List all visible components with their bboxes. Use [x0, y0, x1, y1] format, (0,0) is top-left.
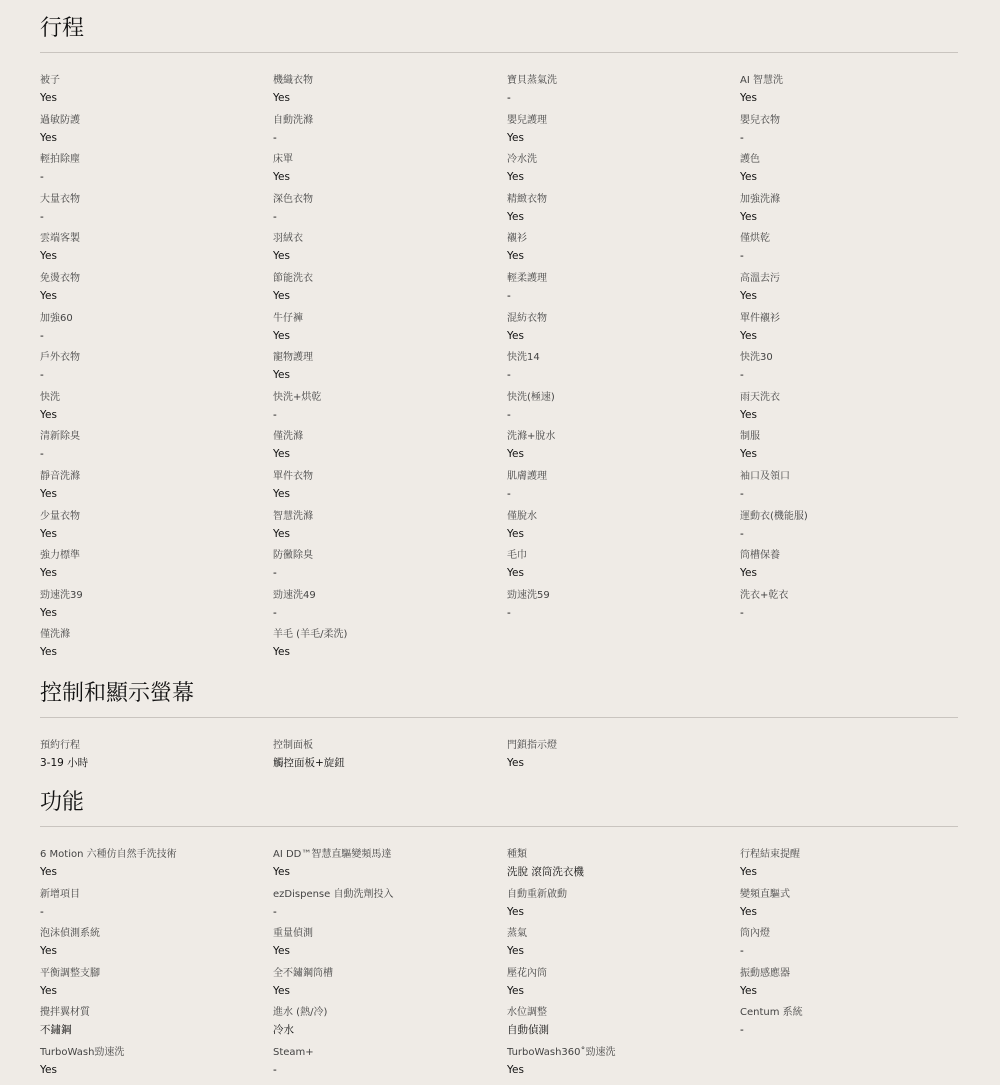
spec-item — [273, 1045, 507, 1085]
spec-value: - — [740, 527, 744, 540]
spec-item — [273, 350, 507, 390]
spec-value: Yes — [40, 1063, 57, 1076]
spec-value: - — [273, 567, 277, 580]
spec-row — [40, 509, 958, 549]
spec-value: Yes — [273, 92, 290, 104]
spec-label: 僅脫水 — [507, 510, 537, 522]
spec-value: Yes — [507, 1063, 524, 1076]
spec-value: Yes — [507, 945, 524, 958]
section-divider — [40, 826, 958, 827]
spec-item — [273, 588, 507, 628]
spec-value: - — [273, 210, 277, 223]
spec-label: 護色 — [740, 154, 760, 166]
spec-value: Yes — [740, 567, 757, 580]
spec-item — [40, 469, 273, 509]
spec-label: TurboWash360˚勁速洗 — [507, 1046, 616, 1058]
spec-value: Yes — [740, 329, 757, 342]
spec-value: Yes — [740, 289, 757, 302]
spec-item — [507, 311, 740, 351]
spec-value: Yes — [273, 527, 290, 540]
spec-label: 大量衣物 — [40, 193, 80, 205]
spec-label: AI DD™智慧直驅變頻馬達 — [273, 849, 392, 860]
spec-value: Yes — [273, 866, 290, 878]
spec-section — [40, 14, 958, 667]
spec-label: 重量偵測 — [273, 928, 313, 940]
spec-item — [40, 926, 273, 966]
spec-row — [40, 231, 958, 271]
spec-label: 平衡調整支腳 — [40, 967, 100, 979]
spec-value: - — [740, 369, 744, 382]
spec-value: Yes — [40, 646, 57, 659]
section-divider — [40, 52, 958, 53]
spec-label: 防黴除臭 — [273, 550, 313, 562]
spec-item — [40, 73, 273, 113]
spec-value: Yes — [273, 984, 290, 997]
spec-row — [40, 926, 958, 966]
spec-value: Yes — [40, 408, 57, 421]
spec-value: Yes — [740, 866, 757, 878]
section-title: 行程 — [40, 16, 85, 41]
spec-item — [740, 113, 973, 153]
spec-label: 雲端客製 — [40, 233, 80, 245]
spec-item — [740, 271, 973, 311]
spec-value: Yes — [273, 646, 290, 659]
spec-item — [740, 192, 973, 232]
spec-label: 牛仔褲 — [273, 312, 303, 324]
spec-value: Yes — [273, 448, 290, 461]
spec-value: - — [507, 487, 511, 500]
spec-item — [40, 271, 273, 311]
spec-value: Yes — [40, 527, 57, 540]
spec-label: 自動重新啟動 — [507, 888, 567, 900]
spec-item — [507, 966, 740, 1006]
spec-label: 肌膚護理 — [507, 470, 547, 482]
spec-item — [507, 113, 740, 153]
spec-item — [507, 1005, 740, 1045]
spec-value: 洗脫 滾筒洗衣機 — [507, 866, 584, 878]
spec-item — [40, 152, 273, 192]
spec-label: 節能洗衣 — [273, 272, 313, 284]
spec-label: 深色衣物 — [273, 193, 313, 205]
spec-label: 智慧洗滌 — [273, 510, 313, 522]
spec-item — [40, 390, 273, 430]
spec-item — [507, 390, 740, 430]
spec-item — [273, 73, 507, 113]
spec-value: 觸控面板+旋鈕 — [273, 757, 345, 769]
spec-item — [507, 271, 740, 311]
spec-item — [40, 627, 273, 667]
spec-label: 水位調整 — [507, 1007, 547, 1019]
spec-label: 嬰兒護理 — [507, 114, 547, 126]
spec-item — [40, 847, 273, 887]
spec-value: - — [507, 289, 511, 302]
spec-item — [273, 271, 507, 311]
spec-value: Yes — [507, 448, 524, 461]
spec-value: Yes — [507, 905, 524, 918]
spec-grid — [40, 847, 958, 1085]
spec-item — [273, 231, 507, 271]
spec-label: 少量衣物 — [40, 510, 80, 522]
spec-label: 僅烘乾 — [740, 233, 770, 245]
spec-item — [740, 847, 973, 887]
spec-label: 進水 (熱/冷) — [273, 1007, 328, 1019]
spec-value: Yes — [507, 210, 524, 223]
spec-section — [40, 679, 958, 778]
spec-value: Yes — [740, 448, 757, 461]
spec-label: 機織衣物 — [273, 75, 313, 86]
spec-row — [40, 429, 958, 469]
spec-label: 快洗(極速) — [507, 391, 555, 403]
spec-value: - — [40, 329, 44, 342]
spec-item — [507, 847, 740, 887]
spec-item — [740, 152, 973, 192]
spec-value: Yes — [273, 329, 290, 342]
spec-label: 單件衣物 — [273, 470, 313, 482]
spec-label: 洗滌+脫水 — [507, 431, 556, 443]
spec-label: 靜音洗滌 — [40, 470, 80, 482]
spec-value: Yes — [740, 210, 757, 223]
spec-item — [507, 429, 740, 469]
spec-label: 僅洗滌 — [273, 431, 303, 443]
spec-row — [40, 1045, 958, 1085]
spec-value: Yes — [40, 131, 57, 144]
spec-label: 雨天洗衣 — [740, 391, 780, 403]
spec-label: 單件襯衫 — [740, 312, 780, 324]
spec-row — [40, 627, 958, 667]
spec-row — [40, 966, 958, 1006]
spec-item — [273, 847, 507, 887]
spec-value: Yes — [40, 606, 57, 619]
spec-item — [40, 192, 273, 232]
spec-item — [273, 311, 507, 351]
spec-value: - — [40, 905, 44, 918]
spec-label: 全不鏽鋼筒槽 — [273, 967, 333, 979]
spec-value: Yes — [273, 369, 290, 382]
spec-item — [273, 152, 507, 192]
spec-value: - — [740, 131, 744, 144]
spec-value: - — [40, 171, 44, 184]
spec-value: 3-19 小時 — [40, 757, 89, 769]
spec-item — [740, 311, 973, 351]
spec-item — [40, 1005, 273, 1045]
spec-item — [507, 350, 740, 390]
spec-item — [273, 390, 507, 430]
spec-value: - — [740, 1024, 744, 1037]
spec-item — [507, 588, 740, 628]
spec-label: 振動感應器 — [740, 967, 790, 979]
spec-value: - — [273, 408, 277, 421]
spec-value: Yes — [273, 945, 290, 958]
spec-label: 輕柔護理 — [507, 272, 547, 284]
spec-label: 寶貝蒸氣洗 — [507, 75, 557, 86]
spec-label: 毛巾 — [507, 550, 527, 562]
spec-label: 混紡衣物 — [507, 312, 547, 324]
spec-item — [740, 509, 973, 549]
spec-value: - — [40, 448, 44, 461]
spec-row — [40, 73, 958, 113]
spec-item — [740, 548, 973, 588]
spec-item — [40, 588, 273, 628]
spec-label: 運動衣(機能服) — [740, 510, 808, 522]
spec-grid — [40, 738, 958, 778]
spec-label: 勁速洗39 — [40, 589, 83, 601]
spec-value: - — [740, 487, 744, 500]
spec-label: 壓花內筒 — [507, 967, 547, 979]
spec-value: Yes — [507, 250, 524, 263]
spec-item — [40, 509, 273, 549]
spec-item — [273, 113, 507, 153]
spec-value: Yes — [40, 567, 57, 580]
spec-item — [507, 548, 740, 588]
spec-label: 被子 — [40, 75, 60, 86]
spec-label: 冷水洗 — [507, 154, 537, 166]
spec-label: Steam+ — [273, 1046, 314, 1058]
spec-item — [40, 548, 273, 588]
spec-item — [740, 887, 973, 927]
spec-item — [40, 350, 273, 390]
spec-item — [507, 152, 740, 192]
spec-item — [507, 509, 740, 549]
spec-item — [273, 192, 507, 232]
spec-value: - — [40, 369, 44, 382]
spec-value: Yes — [507, 567, 524, 580]
spec-row — [40, 113, 958, 153]
spec-grid — [40, 73, 958, 667]
spec-label: 快洗14 — [507, 352, 540, 364]
spec-row — [40, 887, 958, 927]
spec-label: 嬰兒衣物 — [740, 114, 780, 126]
spec-label: 羽絨衣 — [273, 233, 303, 245]
spec-value: Yes — [740, 984, 757, 997]
spec-label: 勁速洗59 — [507, 589, 550, 601]
spec-label: 自動洗滌 — [273, 114, 313, 126]
spec-value: Yes — [740, 408, 757, 421]
spec-label: 羊毛 (羊毛/柔洗) — [273, 629, 348, 641]
spec-item — [40, 887, 273, 927]
spec-label: 快洗+烘乾 — [273, 391, 322, 403]
spec-item — [740, 73, 973, 113]
spec-label: AI 智慧洗 — [740, 75, 783, 86]
spec-value: - — [273, 1063, 277, 1076]
spec-label: 強力標準 — [40, 550, 80, 562]
spec-item — [273, 429, 507, 469]
spec-item — [507, 1045, 740, 1085]
spec-value: - — [740, 945, 744, 958]
spec-label: 高溫去污 — [740, 272, 780, 284]
spec-item — [740, 1005, 973, 1045]
section-title: 功能 — [40, 790, 85, 815]
spec-label: 門鎖指示燈 — [507, 740, 557, 751]
spec-item — [740, 429, 973, 469]
spec-label: 寵物護理 — [273, 352, 313, 364]
spec-value: Yes — [740, 905, 757, 918]
spec-value: Yes — [740, 171, 757, 184]
spec-value: Yes — [507, 527, 524, 540]
spec-item — [507, 192, 740, 232]
spec-item — [273, 926, 507, 966]
spec-label: 筒內燈 — [740, 928, 770, 940]
spec-item — [40, 1045, 273, 1085]
spec-item — [740, 469, 973, 509]
spec-label: 筒槽保養 — [740, 550, 780, 562]
spec-label: 快洗30 — [740, 352, 773, 364]
spec-item — [507, 738, 740, 778]
spec-item — [273, 1005, 507, 1045]
spec-value: 不鏽鋼 — [40, 1024, 72, 1037]
spec-value: Yes — [273, 487, 290, 500]
spec-label: 行程結束提醒 — [740, 849, 800, 860]
spec-value: - — [507, 92, 511, 104]
spec-item — [40, 231, 273, 271]
spec-row — [40, 192, 958, 232]
spec-item — [273, 738, 507, 778]
spec-row — [40, 588, 958, 628]
spec-row — [40, 1005, 958, 1045]
spec-value: Yes — [273, 250, 290, 263]
spec-label: 制服 — [740, 431, 760, 443]
spec-label: 免燙衣物 — [40, 272, 80, 284]
spec-item — [273, 509, 507, 549]
spec-item — [740, 390, 973, 430]
spec-label: 控制面板 — [273, 740, 313, 751]
spec-value: Yes — [507, 757, 524, 769]
spec-row — [40, 350, 958, 390]
spec-label: 加強60 — [40, 312, 73, 324]
spec-value: Yes — [507, 171, 524, 184]
spec-value: Yes — [40, 945, 57, 958]
spec-label: 床單 — [273, 154, 293, 166]
spec-item — [507, 926, 740, 966]
spec-item — [273, 469, 507, 509]
spec-label: 過敏防護 — [40, 114, 80, 126]
spec-value: Yes — [40, 487, 57, 500]
spec-label: 清新除臭 — [40, 431, 80, 443]
spec-item — [740, 588, 973, 628]
spec-item — [740, 966, 973, 1006]
spec-label: 6 Motion 六種仿自然手洗技術 — [40, 849, 177, 860]
spec-value: Yes — [40, 92, 57, 104]
spec-row — [40, 152, 958, 192]
spec-value: - — [507, 369, 511, 382]
spec-value: 自動偵測 — [507, 1024, 549, 1037]
spec-item — [507, 887, 740, 927]
spec-item — [507, 231, 740, 271]
spec-item — [40, 113, 273, 153]
spec-value: Yes — [40, 289, 57, 302]
spec-row — [40, 390, 958, 430]
spec-item — [273, 887, 507, 927]
spec-row — [40, 548, 958, 588]
spec-value: Yes — [507, 131, 524, 144]
spec-item — [40, 738, 273, 778]
spec-value: - — [273, 131, 277, 144]
spec-value: - — [507, 408, 511, 421]
spec-item — [273, 548, 507, 588]
spec-label: 襯衫 — [507, 233, 527, 245]
spec-value: Yes — [40, 250, 57, 263]
spec-label: 快洗 — [40, 391, 60, 403]
spec-value: Yes — [40, 866, 57, 878]
spec-item — [740, 926, 973, 966]
spec-value: - — [273, 905, 277, 918]
spec-row — [40, 847, 958, 887]
spec-label: 變頻直驅式 — [740, 888, 790, 900]
spec-row — [40, 469, 958, 509]
spec-label: 袖口及領口 — [740, 470, 790, 482]
section-title: 控制和顯示螢幕 — [40, 681, 195, 706]
section-divider — [40, 717, 958, 718]
spec-label: 種類 — [507, 849, 527, 860]
spec-item — [40, 429, 273, 469]
spec-label: 戶外衣物 — [40, 352, 80, 364]
spec-label: 加強洗滌 — [740, 193, 780, 205]
spec-label: 新增項目 — [40, 888, 80, 900]
spec-value: Yes — [40, 984, 57, 997]
spec-item — [507, 73, 740, 113]
spec-label: 輕拍除塵 — [40, 154, 80, 166]
spec-item — [273, 966, 507, 1006]
spec-value: - — [740, 250, 744, 263]
spec-item — [740, 231, 973, 271]
spec-value: Yes — [273, 289, 290, 302]
spec-label: 精緻衣物 — [507, 193, 547, 205]
spec-label: 攪拌翼材質 — [40, 1007, 90, 1019]
spec-item — [40, 311, 273, 351]
spec-label: 蒸氣 — [507, 928, 527, 940]
spec-item — [740, 350, 973, 390]
spec-label: 泡沫偵測系統 — [40, 928, 100, 940]
spec-label: 僅洗滌 — [40, 629, 70, 641]
spec-item — [507, 469, 740, 509]
spec-label: TurboWash勁速洗 — [40, 1046, 125, 1058]
spec-value: - — [273, 606, 277, 619]
spec-value: Yes — [273, 171, 290, 184]
spec-row — [40, 271, 958, 311]
spec-row — [40, 738, 958, 778]
spec-item — [40, 966, 273, 1006]
spec-label: 預約行程 — [40, 740, 80, 751]
spec-section — [40, 788, 958, 1085]
spec-value: Yes — [740, 92, 757, 104]
spec-item — [273, 627, 507, 667]
spec-value: Yes — [507, 984, 524, 997]
spec-value: - — [40, 210, 44, 223]
spec-value: Yes — [507, 329, 524, 342]
spec-label: 洗衣+乾衣 — [740, 589, 789, 601]
spec-value: 冷水 — [273, 1024, 294, 1037]
spec-value: - — [507, 606, 511, 619]
spec-row — [40, 311, 958, 351]
spec-value: - — [740, 606, 744, 619]
spec-label: ezDispense 自動洗劑投入 — [273, 888, 394, 900]
spec-label: Centum 系統 — [740, 1007, 803, 1019]
spec-label: 勁速洗49 — [273, 589, 316, 601]
